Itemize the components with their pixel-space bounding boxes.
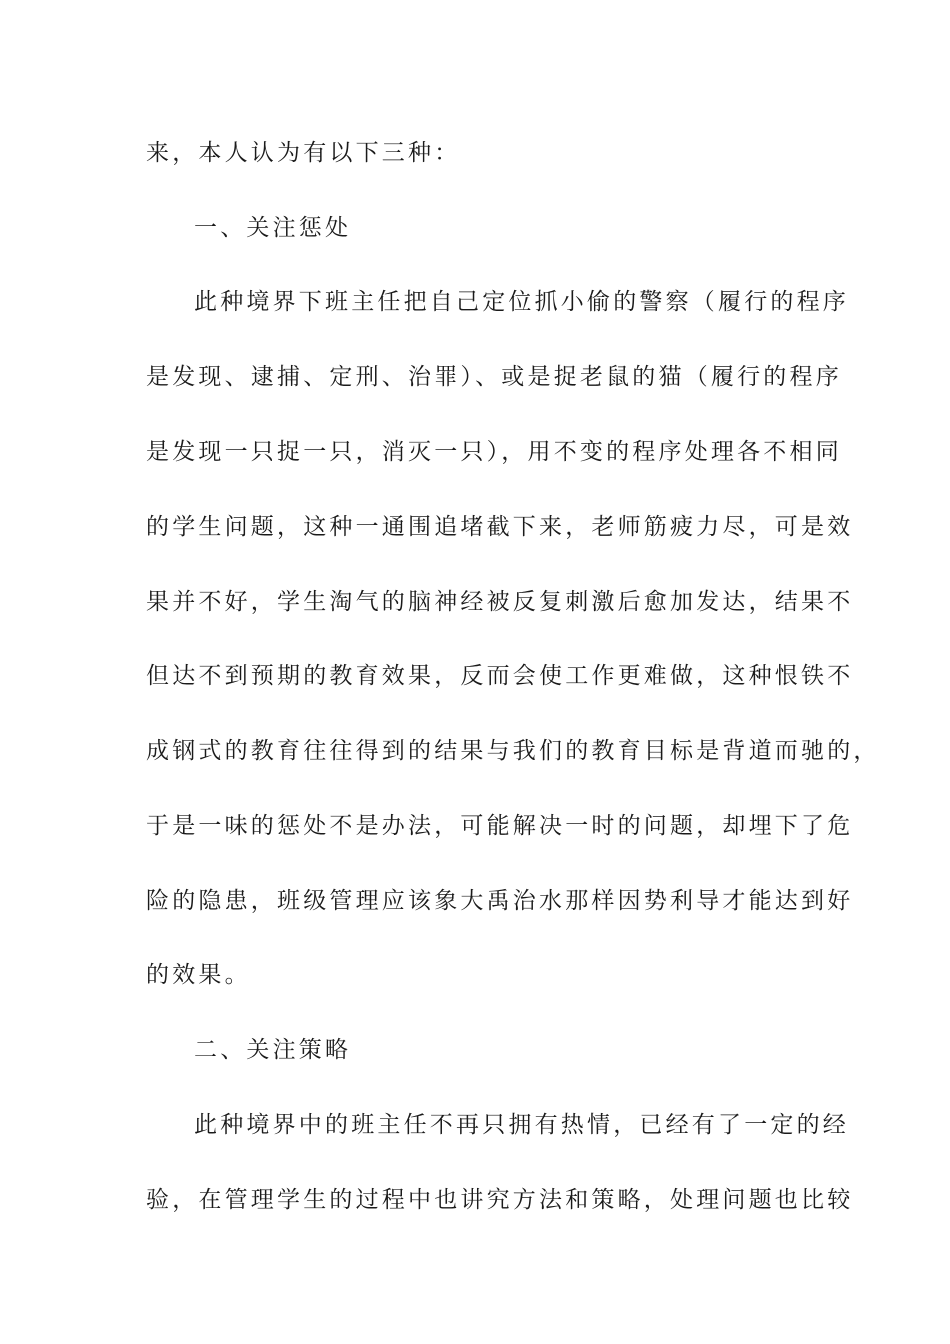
- body-text-line: 但达不到预期的教育效果，反而会使工作更难做，这种恨铁不: [146, 663, 854, 689]
- body-text-line: 此种境界下班主任把自己定位抓小偷的警察（履行的程序: [194, 289, 849, 315]
- body-text-line: 的效果。: [146, 962, 251, 988]
- body-text-line: 来，本人认为有以下三种：: [146, 140, 461, 166]
- body-text-line: 验，在管理学生的过程中也讲究方法和策略，处理问题也比较: [146, 1187, 854, 1213]
- body-text-line: 成钢式的教育往往得到的结果与我们的教育目标是背道而驰的，: [146, 738, 880, 764]
- body-text-line: 果并不好，学生淘气的脑神经被反复刺激后愈加发达，结果不: [146, 589, 854, 615]
- body-text-line: 是发现一只捉一只，消灭一只），用不变的程序处理各不相同: [146, 439, 842, 465]
- body-text-line: 的学生问题，这种一通围追堵截下来，老师筋疲力尽，可是效: [146, 514, 854, 540]
- body-text-line: 此种境界中的班主任不再只拥有热情，已经有了一定的经: [194, 1112, 849, 1138]
- body-text-line: 是发现、逮捕、定刑、治罪）、或是捉老鼠的猫（履行的程序: [146, 364, 842, 390]
- body-text-line: 险的隐患，班级管理应该象大禹治水那样因势利导才能达到好: [146, 888, 854, 914]
- section-heading: 二、关注策略: [194, 1037, 352, 1063]
- body-text-line: 于是一味的惩处不是办法，可能解决一时的问题，却埋下了危: [146, 813, 854, 839]
- section-heading: 一、关注惩处: [194, 215, 352, 241]
